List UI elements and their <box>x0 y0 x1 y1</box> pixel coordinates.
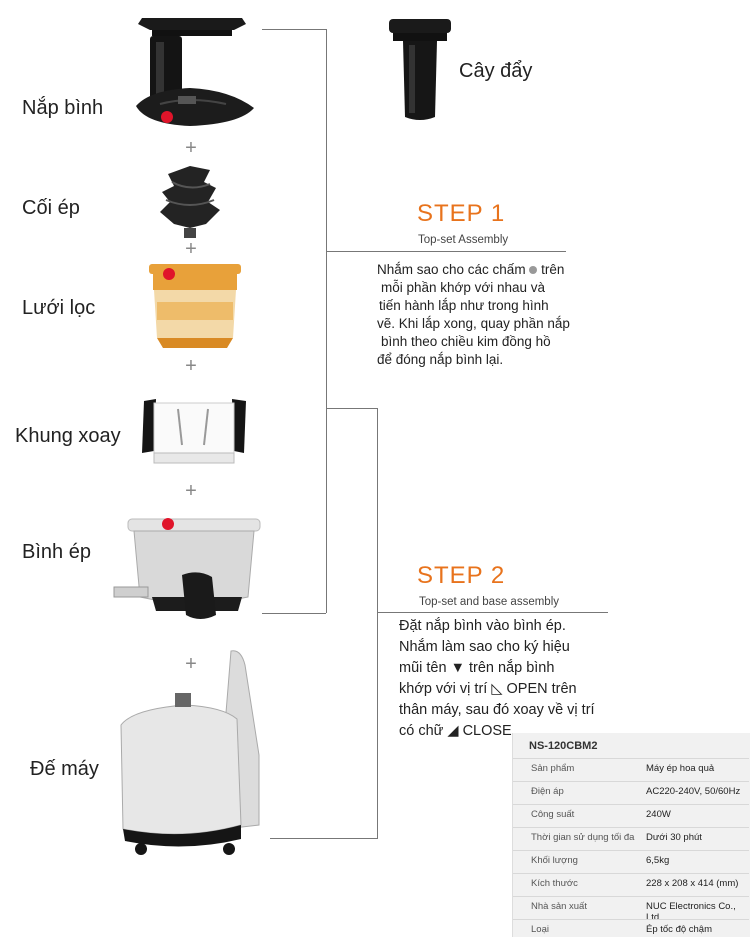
table-row: Nhà sản xuất NUC Electronics Co., Ltd. <box>513 896 749 919</box>
spec-table <box>512 733 750 937</box>
spec-model: NS-120CBM2 <box>529 740 598 752</box>
connector-line <box>262 613 326 614</box>
alignment-dot-icon <box>161 111 173 123</box>
label-bowl: Bình ép <box>22 541 91 563</box>
label-base: Đế máy <box>30 758 99 780</box>
table-row: Thời gian sử dụng tối đa Dưới 30 phút <box>513 827 749 850</box>
label-auger: Cối ép <box>22 197 80 219</box>
rotating-brush-image <box>138 395 250 473</box>
connector-line <box>262 29 326 30</box>
plus-sign: + <box>185 137 197 159</box>
step1-instructions: Nhắm sao cho các chấm trên mỗi phần khớp với nhau và tiến hành lắp như trong hình vẽ. Khi lắp xong, quay phần nắp bình theo chiều kim đồng hồ để đóng nắp bình lại. <box>377 262 570 367</box>
step2-instructions: Đặt nắp bình vào bình ép. Nhắm làm sao cho ký hiệu mũi tên ▼ trên nắp bình khớp với vị trí ◺ OPEN trên thân máy, sau đó xoay về vị trí có chữ ◢ CLOSE <box>399 618 595 739</box>
plus-sign: + <box>185 480 197 502</box>
step1-subtitle: Top-set Assembly <box>418 234 509 246</box>
label-rotating-brush: Khung xoay <box>15 425 121 447</box>
plus-sign: + <box>185 355 197 377</box>
step1-title: STEP 1 <box>417 200 506 227</box>
table-row: Kích thước 228 x 208 x 414 (mm) <box>513 873 749 896</box>
grey-dot-icon <box>529 266 537 274</box>
bowl-image <box>112 515 267 627</box>
auger-image <box>150 162 230 242</box>
step2-title: STEP 2 <box>417 562 506 589</box>
pusher-image <box>385 15 455 125</box>
connector-line <box>326 29 327 613</box>
plus-sign: + <box>185 653 197 675</box>
step2-divider <box>377 612 608 613</box>
plus-sign: + <box>185 238 197 260</box>
connector-line <box>377 408 378 838</box>
base-image <box>113 645 273 860</box>
strainer-image <box>145 262 245 352</box>
label-lid: Nắp bình <box>22 97 104 119</box>
label-pusher: Cây đẩy <box>459 60 533 82</box>
table-row: Loại Ép tốc độ chậm <box>513 919 749 942</box>
connector-line <box>326 408 378 409</box>
table-row: Sản phẩm Máy ép hoa quả <box>513 758 749 781</box>
label-strainer: Lưới lọc <box>22 297 96 319</box>
step1-divider <box>326 251 566 252</box>
alignment-dot-icon <box>163 268 175 280</box>
alignment-dot-icon <box>162 518 174 530</box>
table-row: Khối lượng 6,5kg <box>513 850 749 873</box>
lid-image <box>130 12 260 132</box>
step2-subtitle: Top-set and base assembly <box>419 596 559 608</box>
table-row: Điện áp AC220-240V, 50/60Hz <box>513 781 749 804</box>
table-row: Công suất 240W <box>513 804 749 827</box>
connector-line <box>270 838 378 839</box>
